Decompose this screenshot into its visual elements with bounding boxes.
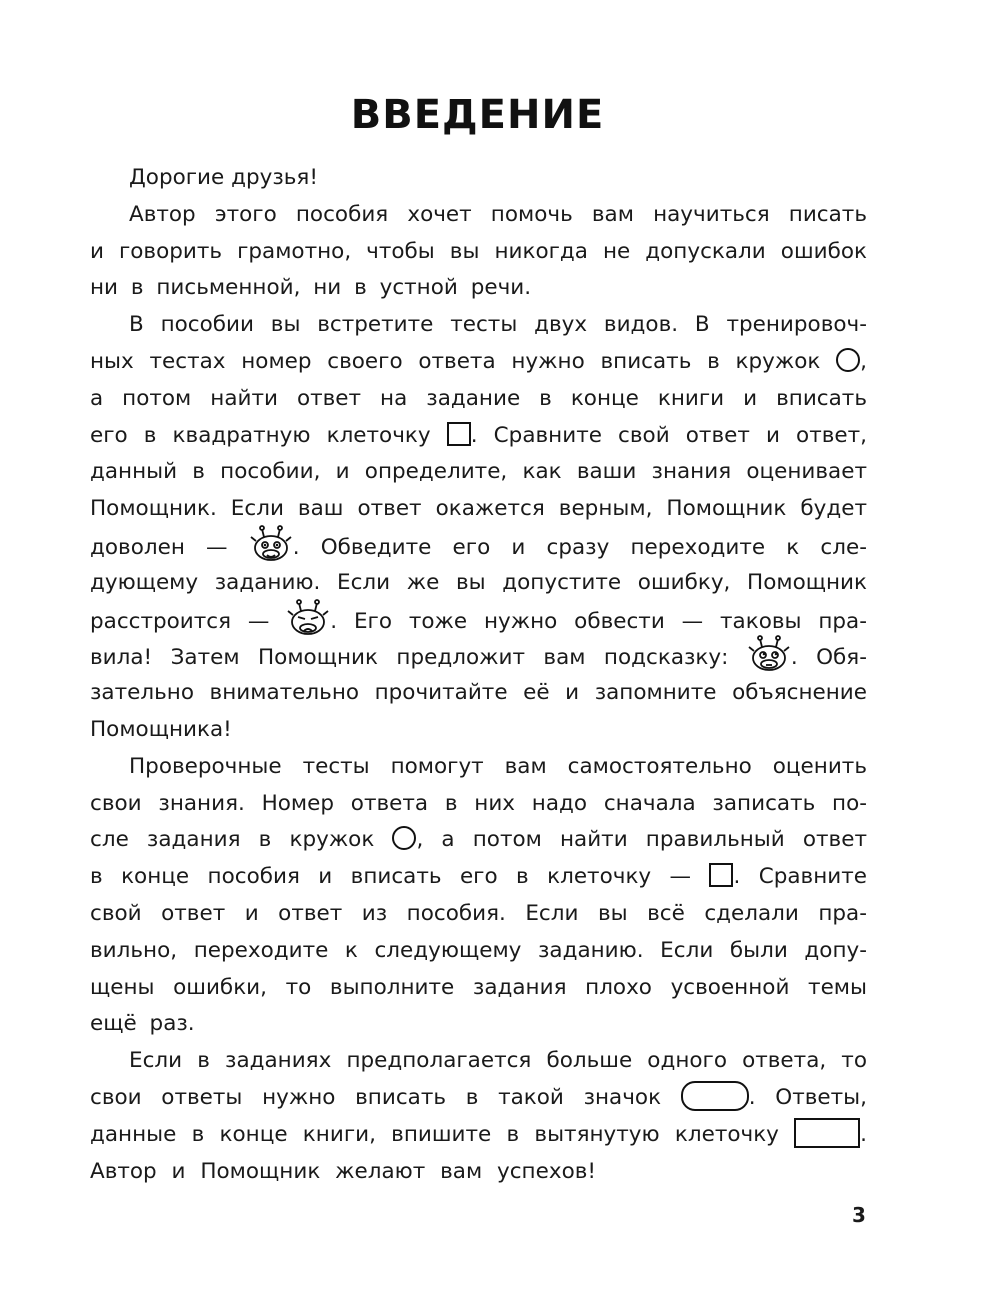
- text-line: Автор и Помощник желают вам успехов!: [90, 1158, 597, 1184]
- text-line: доволен — . Обведите его и сразу переходите к сле-: [90, 528, 867, 565]
- text-line: вила! Затем Помощник предложит вам подсказку: . Обя-: [90, 638, 867, 675]
- happy-giraffe-icon: [249, 524, 293, 564]
- text-line: расстроится — . Его тоже нужно обвести — таковы пра-: [90, 602, 867, 639]
- hint-giraffe-icon: [747, 634, 791, 674]
- text-line: Если в заданиях предполагается больше одного ответа, то: [129, 1048, 867, 1074]
- sad-giraffe-icon: [286, 598, 330, 638]
- text-line: Дорогие друзья!: [129, 165, 318, 190]
- circle-icon: [392, 826, 416, 850]
- text-line: а потом найти ответ на задание в конце книги и вписать: [90, 385, 867, 411]
- text-line: в конце пособия и вписать его в клеточку — . Сравните: [90, 864, 867, 890]
- text-line: Автор этого пособия хочет помочь вам научиться писать: [129, 201, 867, 227]
- text-line: данный в пособии, и определите, как ваши знания оценивает: [90, 459, 867, 485]
- square-icon: [447, 422, 471, 446]
- page-title: ВВЕДЕНИЕ: [350, 92, 605, 138]
- oval-icon: [681, 1081, 749, 1111]
- text-line: ни в письменной, ни в устной речи.: [90, 275, 532, 301]
- text-line: Проверочные тесты помогут вам самостоятельно оценить: [129, 753, 867, 779]
- text-line: вильно, переходите к следующему заданию. Если были допу-: [90, 937, 867, 963]
- circle-icon: [836, 348, 860, 372]
- text-line: дующему заданию. Если же вы допустите ошибку, Помощник: [90, 569, 867, 595]
- text-line: данные в конце книги, впишите в вытянутую клеточку .: [90, 1117, 867, 1154]
- text-line: ных тестах номер своего ответа нужно вписать в кружок ,: [90, 348, 867, 374]
- text-line: зательно внимательно прочитайте её и запомните объяснение: [90, 680, 867, 706]
- text-line: сле задания в кружок , а потом найти правильный ответ: [90, 827, 867, 853]
- text-line: ещё раз.: [90, 1011, 195, 1037]
- text-line: и говорить грамотно, чтобы вы никогда не допускали ошибок: [90, 238, 867, 264]
- text-line: свои знания. Номер ответа в них надо сначала записать по-: [90, 790, 867, 816]
- page-number: 3: [852, 1203, 866, 1227]
- text-line: В пособии вы встретите тесты двух видов. В тренировоч-: [129, 312, 867, 338]
- text-line: его в квадратную клеточку . Сравните свой ответ и ответ,: [90, 422, 867, 448]
- text-line: Помощник. Если ваш ответ окажется верным, Помощник будет: [90, 496, 867, 522]
- text-line: щены ошибки, то выполните задания плохо усвоенной темы: [90, 974, 867, 1000]
- rectangle-icon: [794, 1118, 860, 1148]
- text-line: Помощника!: [90, 716, 232, 742]
- text-line: свой ответ и ответ из пособия. Если вы всё сделали пра-: [90, 900, 867, 926]
- intro-text: [90, 160, 867, 1190]
- text-line: свои ответы нужно вписать в такой значок . Ответы,: [90, 1080, 867, 1117]
- square-icon: [709, 863, 733, 887]
